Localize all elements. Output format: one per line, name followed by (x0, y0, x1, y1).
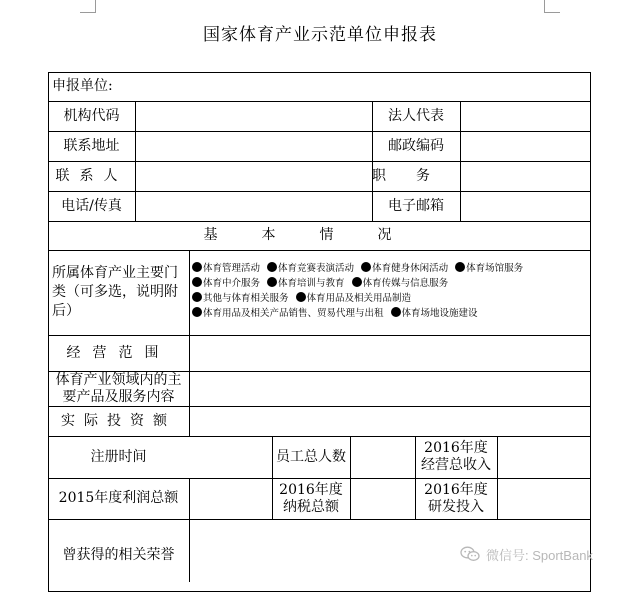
applicant-label: 申报单位: (52, 78, 113, 94)
page-title: 国家体育产业示范单位申报表 (203, 25, 437, 45)
checkbox-filled-icon (192, 307, 202, 317)
address-label: 联系地址 (63, 137, 120, 154)
rd-label: 2016年度研发投入 (424, 481, 488, 515)
category-option[interactable]: 体育健身休闲活动 (361, 261, 448, 276)
checkbox-filled-icon (391, 307, 401, 317)
postcode-label: 邮政编码 (388, 137, 444, 154)
reg-time-label: 注册时间 (90, 448, 147, 465)
crop-mark (544, 12, 560, 13)
category-option[interactable]: 体育传媒与信息服务 (352, 276, 449, 291)
revenue-label: 2016年度经营总收入 (421, 440, 491, 473)
profit-label: 2015年度利润总额 (58, 490, 179, 506)
col-line (189, 250, 190, 436)
basic-section-label: 基本情况 (203, 227, 436, 243)
category-option[interactable]: 体育培训与教育 (267, 276, 345, 291)
col-line (189, 478, 190, 582)
col-line (460, 101, 461, 221)
category-option[interactable]: 体育用品及相关用品制造 (296, 291, 412, 306)
col-line (135, 101, 136, 221)
col-line (350, 436, 351, 519)
crop-mark (80, 12, 96, 13)
category-options (192, 261, 590, 321)
category-option[interactable]: 体育管理活动 (192, 261, 260, 276)
checkbox-filled-icon (267, 262, 277, 272)
category-option[interactable]: 体育场馆服务 (455, 261, 523, 276)
contact-label: 联系人 (55, 167, 128, 184)
tax-label: 2016年度纳税总额 (279, 481, 343, 515)
category-label: 所属体育产业主要门类（可多选，说明附后） (52, 264, 178, 319)
position-label: 职务 (372, 167, 460, 184)
phone-label: 电话/传真 (61, 197, 122, 214)
category-option[interactable]: 体育用品及相关产品销售、贸易代理与出租 (192, 306, 384, 321)
investment-label: 实际投资额 (61, 412, 176, 429)
category-option[interactable]: 体育中介服务 (192, 276, 260, 291)
checkbox-filled-icon (352, 277, 362, 287)
legal-rep-label: 法人代表 (388, 107, 444, 124)
honors-label: 曾获得的相关荣誉 (62, 546, 175, 563)
org-code-label: 机构代码 (63, 107, 120, 124)
checkbox-filled-icon (192, 277, 202, 287)
wechat-icon (460, 546, 480, 562)
checkbox-filled-icon (192, 292, 202, 302)
row-line (48, 250, 591, 251)
scope-label: 经营范围 (66, 344, 171, 361)
products-label: 体育产业领域内的主要产品及服务内容 (55, 371, 182, 405)
col-line (415, 436, 416, 519)
watermark (460, 543, 593, 565)
checkbox-filled-icon (455, 262, 465, 272)
email-label: 电子邮箱 (388, 197, 444, 214)
checkbox-filled-icon (361, 262, 371, 272)
category-option[interactable]: 体育竞赛表演活动 (267, 261, 354, 276)
row-line (48, 519, 591, 520)
col-line (497, 436, 498, 519)
checkbox-filled-icon (296, 292, 306, 302)
category-option[interactable]: 其他与体育相关服务 (192, 291, 289, 306)
checkbox-filled-icon (267, 277, 277, 287)
category-option[interactable]: 体育场地设施建设 (391, 306, 478, 321)
staff-label: 员工总人数 (276, 448, 346, 465)
checkbox-filled-icon (192, 262, 202, 272)
watermark-text: 微信号: SportBank (486, 547, 593, 563)
